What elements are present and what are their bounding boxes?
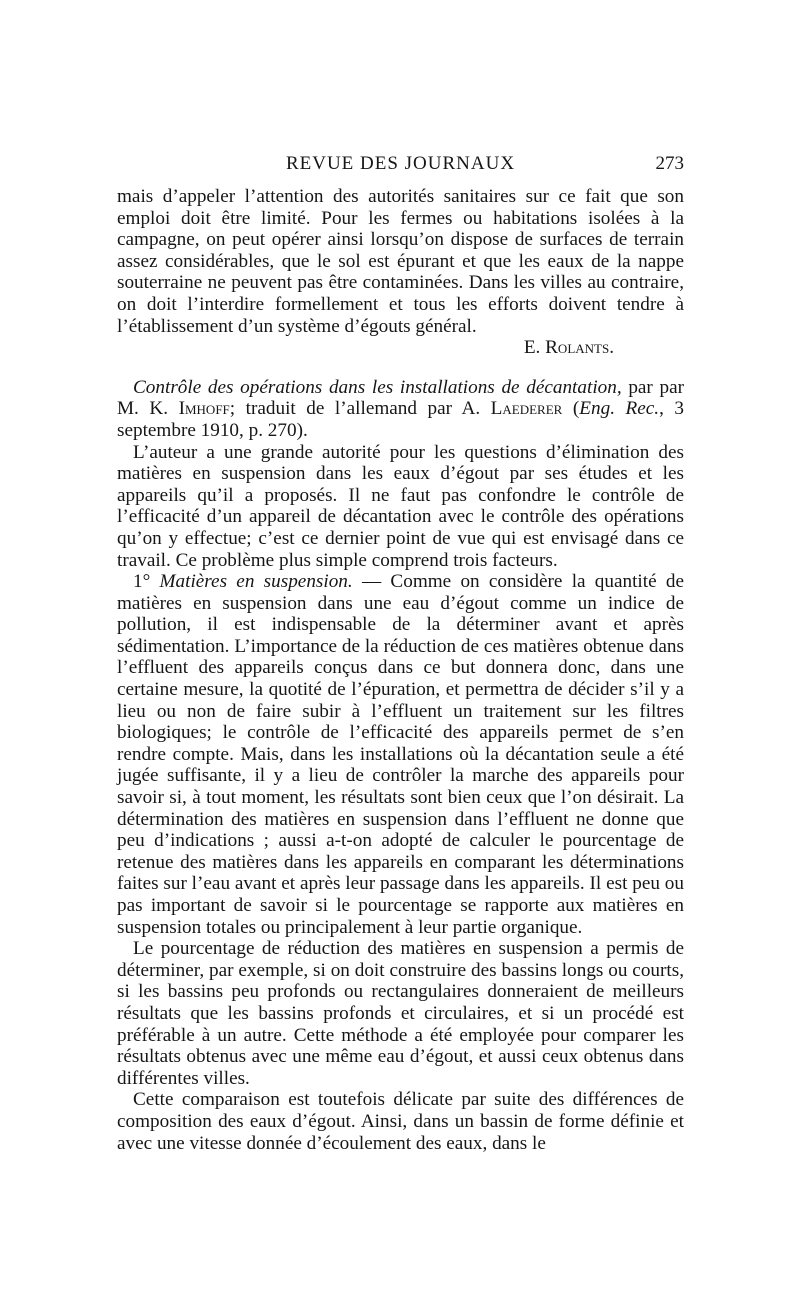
paragraph-percentage: Le pourcentage de réduction des matières en suspension a permis de déterminer, par exemple, si on doit construire des bassins longs ou courts, si les bassins peu profonds ou rectangulaires donneraient de meilleurs résultats que les bassins profonds et circulaires, et si un procédé est préférable à un autre. Cette méthode a été employée pour comparer les résultats obtenus avec une même eau d’égout, et aussi ceux obtenus dans différentes villes. (117, 938, 684, 1089)
author-signature (117, 337, 684, 359)
page-header (117, 153, 684, 181)
running-title: REVUE DES JOURNAUX (285, 153, 516, 174)
article-by: par par M. K. (117, 376, 685, 420)
article-translator: Laederer (490, 398, 563, 420)
article-paren: ( (562, 398, 580, 420)
signature-name: E. Rolants. (523, 337, 614, 359)
paragraph-section-1 (117, 571, 684, 938)
article-date: , 3 septembre 1910, p. 270). (117, 398, 685, 441)
section-title: Matières en suspension. (159, 571, 353, 593)
article-author: Imhoff (178, 398, 230, 420)
section-text: — Comme on considère la quantité de matières en suspension dans une eau d’égout comme un indice de pollution, il est indispensable de la déterminer avant et après sédimentation. L’importance de la réduction de ces matières obtenue dans l’effluent des appareils conçus dans ce but donnera donc, dans une certaine mesure, la quotité de l’épuration, et permettra de décider s’il y a lieu ou non de faire subir à l’effluent un traitement sur les filtres biologiques; le contrôle de l’efficacité des appareils permet de s’en rendre compte. Mais, dans les installations où la décantation seule a été jugée suffisante, il y a lieu de contrôler la marche des appareils pour savoir si, à tout moment, les résultats sont bien ceux que l’on désirait. La détermination des matières en suspension dans l’effluent ne donne que peu d’indications ; aussi a-t-on adopté de calculer le pourcentage de retenue des matières dans les appareils en comparant les déterminations faites sur l’eau avant et après leur passage dans les appareils. Il est peu ou pas important de savoir si le pourcentage se rapporte aux matières en suspension totales ou principalement à leur partie organique. (117, 571, 684, 938)
article-title: Contrôle des opérations dans les installations de décantation, (133, 376, 622, 398)
paragraph-comparison: Cette comparaison est toutefois délicate par suite des différences de composition des eaux d’égout. Ainsi, dans un bassin de forme définie et avec une vitesse donnée d’écoulement des eaux, dans le (117, 1089, 684, 1154)
page-number: 273 (655, 153, 684, 174)
section-number: 1° (133, 571, 160, 593)
article-translation-note: ; traduit de l’allemand par A. (229, 398, 491, 420)
paragraph-continuation: mais d’appeler l’attention des autorités sanitaires sur ce fait que son emploi doit être limité. Pour les fermes ou habitations isolées à la campagne, on peut opérer ainsi lorsqu’on dispose de surfaces de terrain assez considérables, que le sol est épurant et que les eaux de la nappe souterraine ne peuvent pas être contaminées. Dans les villes au contraire, on doit l’interdire formellement et tous les efforts doivent tendre à l’établissement d’un système d’égouts général. (117, 186, 684, 337)
text-body (117, 186, 684, 1154)
article-journal: Eng. Rec. (579, 398, 660, 420)
review-entry-heading (117, 377, 684, 442)
paragraph-intro: L’auteur a une grande autorité pour les questions d’élimination des matières en suspension dans les eaux d’égout par ses études et les appareils qu’il a proposés. Il ne faut pas confondre le contrôle de l’efficacité d’un appareil de décantation avec le contrôle des opérations qu’on y effectue; c’est ce dernier point de vue qui est envisagé dans ce travail. Ce problème plus simple comprend trois facteurs. (117, 441, 684, 571)
